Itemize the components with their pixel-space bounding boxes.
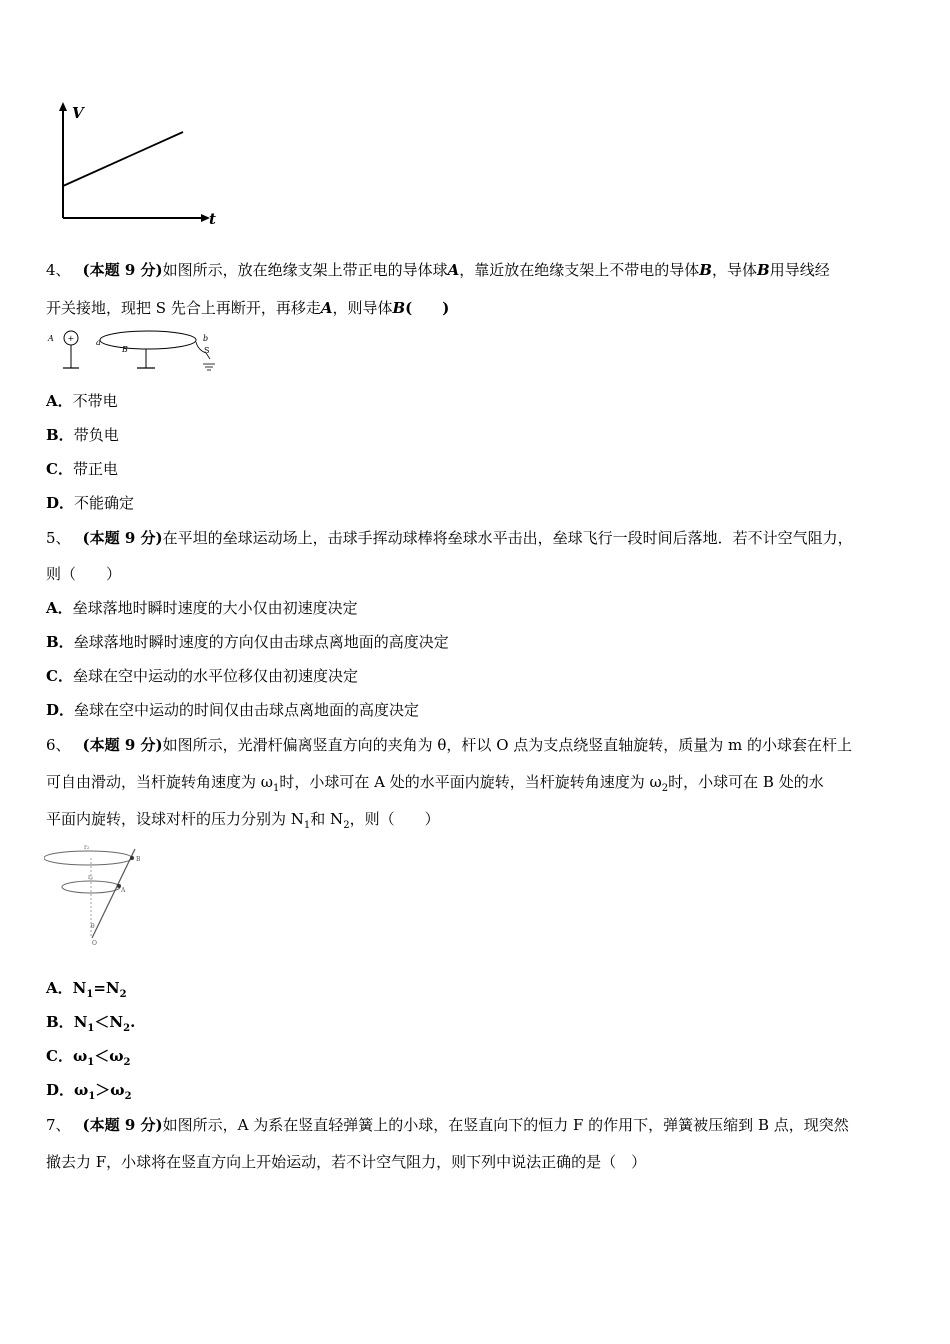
option-text: 垒球在空中运动的水平位移仅由初速度决定 <box>72 667 358 685</box>
label-A: A <box>121 887 126 894</box>
option-letter: C． <box>46 667 73 685</box>
q5-option-b[interactable] <box>46 632 449 652</box>
q5-option-a[interactable] <box>46 598 358 618</box>
question-number: 4、 <box>46 261 71 279</box>
option-text <box>72 979 127 1000</box>
label-theta: θ <box>91 923 95 930</box>
symbol: ＜N <box>94 1013 124 1031</box>
option-text: 垒球落地时瞬时速度的方向仅由击球点离地面的高度决定 <box>73 633 449 651</box>
q6-option-a[interactable] <box>46 978 127 1005</box>
score-label: (本题 9 分) <box>82 529 163 547</box>
option-letter: A． <box>46 979 73 997</box>
option-letter: A． <box>46 599 73 617</box>
option-letter: C． <box>46 460 73 478</box>
score-label: (本题 9 分) <box>82 1116 163 1134</box>
option-letter: C． <box>46 1047 73 1065</box>
question-number: 5、 <box>46 529 71 547</box>
q6-text: 平面内旋转，设球对杆的压力分别为 N <box>46 810 304 828</box>
rod <box>92 849 135 938</box>
q6-option-b[interactable] <box>46 1012 135 1039</box>
question-number: 7、 <box>46 1116 71 1134</box>
q5-text: 则（ ） <box>46 565 122 583</box>
q5-text: 在平坦的垒球运动场上，击球手挥动球棒将垒球水平击出，垒球飞行一段时间后落地．若不计空气阻力， <box>162 529 853 547</box>
conductor-B <box>100 331 196 349</box>
label-a: a <box>96 338 101 347</box>
option-letter: B． <box>46 1013 74 1031</box>
subscript: 2 <box>119 989 127 1000</box>
q6-text: 和 N <box>310 810 344 828</box>
symbol: N <box>72 979 87 997</box>
var-B: B <box>699 261 712 279</box>
x-axis-label: t <box>209 210 216 228</box>
q4-text: 用导线经 <box>769 261 830 279</box>
var-A: A <box>320 299 333 317</box>
y-axis-label: V <box>72 104 84 122</box>
symbol: . <box>130 1013 136 1031</box>
q4-option-c[interactable] <box>46 459 118 479</box>
q7-text: 如图所示，A 为系在竖直轻弹簧上的小球，在竖直向下的恒力 F 的作用下，弹簧被压缩到 B 点，现突然 <box>162 1116 849 1134</box>
subscript: 1 <box>88 1091 96 1102</box>
symbol: N <box>73 1013 88 1031</box>
q5-line-2 <box>46 564 121 584</box>
option-letter: D． <box>46 494 75 512</box>
label-r2: r₂ <box>84 844 90 851</box>
orbit-B <box>44 851 132 865</box>
option-letter: B． <box>46 426 74 444</box>
label-S: S <box>204 346 210 355</box>
q6-text: 如图所示，光滑杆偏离竖直方向的夹角为 θ，杆以 O 点为支点绕竖直轴旋转，质量为 m 的小球套在杆上 <box>162 736 853 754</box>
q6-option-c[interactable] <box>46 1046 130 1073</box>
option-letter: D． <box>46 1081 75 1099</box>
conductor-figure <box>46 326 226 372</box>
q6-text: ，则（ ） <box>349 810 440 828</box>
q4-option-b[interactable] <box>46 425 119 445</box>
option-letter: A． <box>46 392 73 410</box>
q4-text: ，则导体 <box>332 299 393 317</box>
question-number: 6、 <box>46 736 71 754</box>
option-text: 带负电 <box>73 426 119 444</box>
rotating-rod-figure <box>44 840 148 950</box>
subscript: 2 <box>343 820 350 831</box>
q6-option-d[interactable] <box>46 1080 132 1107</box>
option-text: 不能确定 <box>74 494 135 512</box>
subscript: 2 <box>124 1091 132 1102</box>
q4-line-1 <box>46 260 830 280</box>
subscript: 1 <box>87 1057 95 1068</box>
q4-text: ，导体 <box>711 261 757 279</box>
option-text <box>72 1047 131 1068</box>
q4-line-2 <box>46 298 449 318</box>
option-text: 不带电 <box>72 392 118 410</box>
q4-text: 如图所示，放在绝缘支架上带正电的导体球 <box>162 261 448 279</box>
symbol: ＜ω <box>94 1047 124 1065</box>
subscript: 2 <box>661 783 669 794</box>
symbol: ω <box>72 1047 88 1065</box>
q5-option-c[interactable] <box>46 666 358 686</box>
q6-line-3 <box>46 809 440 836</box>
answer-bracket: ( ) <box>405 299 450 317</box>
var-B: B <box>392 299 406 317</box>
subscript: 1 <box>87 1023 95 1034</box>
symbol: ＞ω <box>95 1081 125 1099</box>
option-letter: B． <box>46 633 74 651</box>
label-B: B <box>122 345 128 354</box>
symbol: =N <box>93 979 120 997</box>
q5-option-d[interactable] <box>46 700 419 720</box>
q7-line-2 <box>46 1152 646 1172</box>
q6-text: 可自由滑动，当杆旋转角速度为 ω <box>46 773 274 791</box>
ball-B <box>130 856 134 860</box>
option-text <box>74 1081 132 1102</box>
option-text: 垒球在空中运动的时间仅由击球点离地面的高度决定 <box>74 701 420 719</box>
subscript: 1 <box>273 783 280 794</box>
q4-text: ，靠近放在绝缘支架上不带电的导体 <box>459 261 700 279</box>
subscript: 2 <box>123 1057 131 1068</box>
symbol: ω <box>74 1081 89 1099</box>
score-label: (本题 9 分) <box>82 261 163 279</box>
var-B: B <box>757 261 770 279</box>
option-letter: D． <box>46 701 75 719</box>
label-plus: + <box>67 334 75 343</box>
var-A: A <box>447 261 460 279</box>
option-text: 垒球落地时瞬时速度的大小仅由初速度决定 <box>72 599 358 617</box>
subscript: 1 <box>303 820 311 831</box>
velocity-time-graph <box>52 98 227 228</box>
q4-option-a[interactable] <box>46 391 118 411</box>
label-r1: r₁ <box>88 874 94 881</box>
q4-text: 开关接地，现把 S 先合上再断开，再移走 <box>46 299 321 317</box>
q6-text: 时，小球可在 A 处的水平面内旋转，当杆旋转角速度为 ω <box>279 773 662 791</box>
q6-line-1 <box>46 735 852 755</box>
velocity-line <box>63 132 183 186</box>
q5-line-1 <box>46 528 853 548</box>
subscript: 1 <box>86 989 94 1000</box>
option-text <box>73 1013 136 1034</box>
q6-line-2 <box>46 772 824 799</box>
label-O: O <box>92 940 97 947</box>
q6-text: 时，小球可在 B 处的水 <box>668 773 824 791</box>
label-A: A <box>48 334 54 343</box>
option-text: 带正电 <box>72 460 118 478</box>
q7-line-1 <box>46 1115 849 1135</box>
score-label: (本题 9 分) <box>82 736 163 754</box>
subscript: 2 <box>123 1023 131 1034</box>
q4-option-d[interactable] <box>46 493 134 513</box>
label-b: b <box>203 334 209 343</box>
y-axis-arrow <box>59 102 67 111</box>
q7-text: 撤去力 F，小球将在竖直方向上开始运动，若不计空气阻力，则下列中说法正确的是（ ） <box>46 1153 647 1171</box>
label-B: B <box>136 856 141 863</box>
